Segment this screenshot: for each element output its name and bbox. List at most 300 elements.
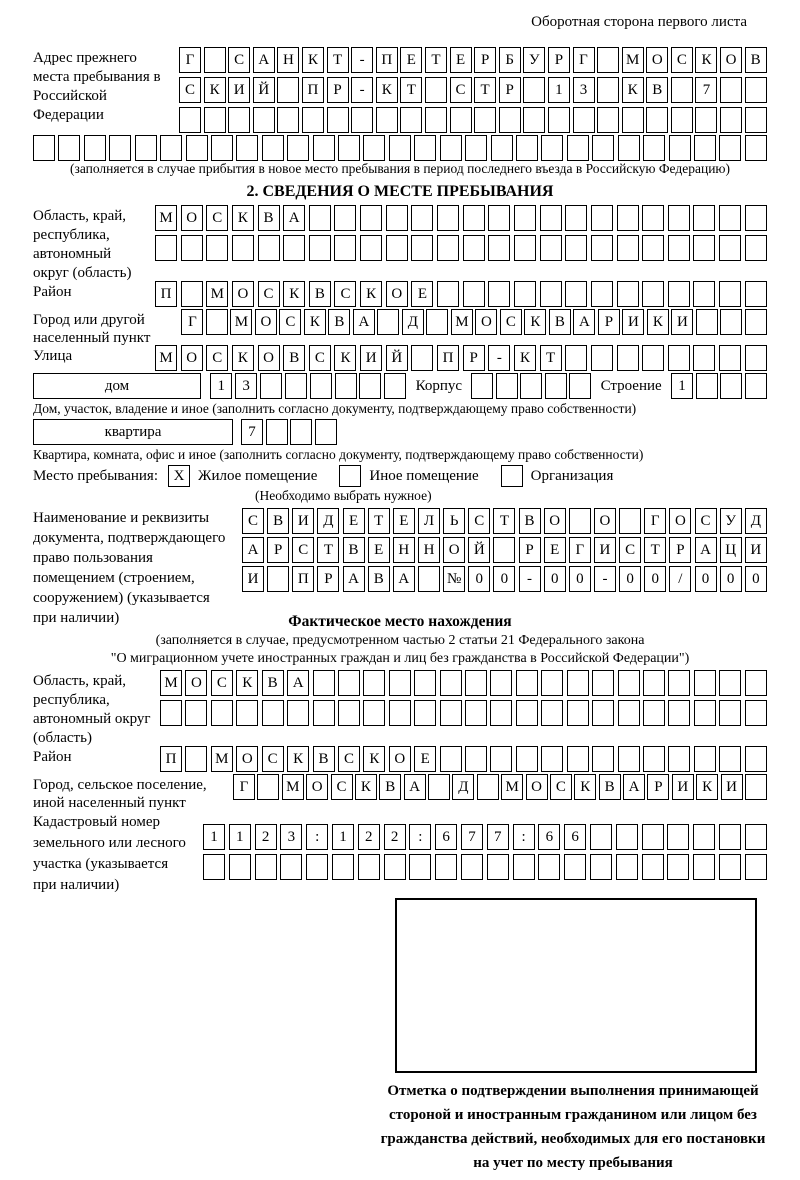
char-cell[interactable]: А bbox=[393, 566, 415, 592]
char-cell[interactable]: Е bbox=[411, 281, 433, 307]
char-cell[interactable]: Р bbox=[327, 77, 349, 103]
char-cell[interactable]: В bbox=[267, 508, 289, 534]
char-cell[interactable] bbox=[567, 670, 589, 696]
char-cell[interactable]: 6 bbox=[538, 824, 560, 850]
char-cell[interactable]: - bbox=[351, 47, 373, 73]
char-cell[interactable] bbox=[668, 746, 690, 772]
char-cell[interactable]: О bbox=[386, 281, 408, 307]
char-cell[interactable]: 0 bbox=[720, 566, 742, 592]
char-cell[interactable] bbox=[523, 107, 545, 133]
char-cell[interactable]: К bbox=[514, 345, 536, 371]
char-cell[interactable] bbox=[540, 235, 562, 261]
char-cell[interactable] bbox=[745, 670, 767, 696]
char-cell[interactable]: К bbox=[236, 670, 258, 696]
char-cell[interactable] bbox=[745, 746, 767, 772]
char-cell[interactable] bbox=[541, 746, 563, 772]
char-cell[interactable]: Б bbox=[499, 47, 521, 73]
char-cell[interactable] bbox=[541, 135, 563, 161]
char-cell[interactable] bbox=[389, 135, 411, 161]
char-cell[interactable]: О bbox=[255, 309, 277, 335]
char-cell[interactable] bbox=[435, 854, 457, 880]
char-cell[interactable] bbox=[643, 700, 665, 726]
char-cell[interactable]: Й bbox=[468, 537, 490, 563]
char-cell[interactable] bbox=[280, 854, 302, 880]
char-cell[interactable]: Д bbox=[317, 508, 339, 534]
char-cell[interactable]: 6 bbox=[435, 824, 457, 850]
char-cell[interactable] bbox=[564, 854, 586, 880]
char-cell[interactable] bbox=[745, 107, 767, 133]
char-cell[interactable]: Н bbox=[418, 537, 440, 563]
char-cell[interactable]: У bbox=[720, 508, 742, 534]
char-cell[interactable] bbox=[567, 746, 589, 772]
char-cell[interactable]: А bbox=[404, 774, 426, 800]
char-cell[interactable] bbox=[719, 670, 741, 696]
char-cell[interactable] bbox=[260, 373, 282, 399]
char-cell[interactable] bbox=[334, 235, 356, 261]
char-cell[interactable] bbox=[437, 235, 459, 261]
char-cell[interactable] bbox=[719, 700, 741, 726]
char-cell[interactable]: : bbox=[306, 824, 328, 850]
char-cell[interactable]: С bbox=[179, 77, 201, 103]
char-cell[interactable] bbox=[694, 746, 716, 772]
char-cell[interactable] bbox=[590, 854, 612, 880]
char-cell[interactable] bbox=[719, 345, 741, 371]
char-cell[interactable] bbox=[745, 309, 767, 335]
char-cell[interactable] bbox=[411, 235, 433, 261]
char-cell[interactable]: О bbox=[544, 508, 566, 534]
char-cell[interactable] bbox=[338, 670, 360, 696]
char-cell[interactable]: К bbox=[302, 47, 324, 73]
char-cell[interactable] bbox=[287, 700, 309, 726]
char-cell[interactable]: П bbox=[437, 345, 459, 371]
char-cell[interactable] bbox=[203, 854, 225, 880]
char-cell[interactable]: К bbox=[283, 281, 305, 307]
char-cell[interactable]: О bbox=[181, 345, 203, 371]
char-cell[interactable]: О bbox=[526, 774, 548, 800]
char-cell[interactable]: С bbox=[500, 309, 522, 335]
char-cell[interactable] bbox=[332, 854, 354, 880]
char-cell[interactable]: А bbox=[623, 774, 645, 800]
char-cell[interactable]: С bbox=[695, 508, 717, 534]
char-cell[interactable] bbox=[745, 281, 767, 307]
char-cell[interactable] bbox=[185, 746, 207, 772]
char-cell[interactable]: И bbox=[671, 309, 693, 335]
char-cell[interactable] bbox=[745, 774, 767, 800]
char-cell[interactable] bbox=[255, 854, 277, 880]
char-cell[interactable] bbox=[591, 281, 613, 307]
char-cell[interactable] bbox=[496, 373, 518, 399]
char-cell[interactable]: 7 bbox=[461, 824, 483, 850]
char-cell[interactable] bbox=[488, 235, 510, 261]
char-cell[interactable] bbox=[440, 135, 462, 161]
char-cell[interactable] bbox=[642, 235, 664, 261]
char-cell[interactable] bbox=[160, 700, 182, 726]
char-cell[interactable] bbox=[310, 373, 332, 399]
char-cell[interactable]: К bbox=[622, 77, 644, 103]
char-cell[interactable] bbox=[693, 854, 715, 880]
char-cell[interactable] bbox=[160, 135, 182, 161]
char-cell[interactable] bbox=[540, 205, 562, 231]
char-cell[interactable] bbox=[258, 235, 280, 261]
char-cell[interactable] bbox=[516, 135, 538, 161]
char-cell[interactable] bbox=[592, 700, 614, 726]
char-cell[interactable]: И bbox=[292, 508, 314, 534]
char-cell[interactable]: А bbox=[287, 670, 309, 696]
char-cell[interactable]: И bbox=[228, 77, 250, 103]
char-cell[interactable] bbox=[211, 135, 233, 161]
char-cell[interactable]: С bbox=[334, 281, 356, 307]
char-cell[interactable]: И bbox=[745, 537, 767, 563]
char-cell[interactable] bbox=[309, 205, 331, 231]
char-cell[interactable] bbox=[109, 135, 131, 161]
char-cell[interactable] bbox=[181, 281, 203, 307]
char-cell[interactable] bbox=[334, 205, 356, 231]
char-cell[interactable]: М bbox=[622, 47, 644, 73]
char-cell[interactable] bbox=[267, 566, 289, 592]
char-cell[interactable]: / bbox=[669, 566, 691, 592]
char-cell[interactable]: 0 bbox=[644, 566, 666, 592]
char-cell[interactable] bbox=[719, 235, 741, 261]
char-cell[interactable] bbox=[569, 508, 591, 534]
char-cell[interactable] bbox=[618, 700, 640, 726]
char-cell[interactable]: И bbox=[622, 309, 644, 335]
char-cell[interactable] bbox=[643, 670, 665, 696]
char-cell[interactable]: 3 bbox=[280, 824, 302, 850]
char-cell[interactable]: Е bbox=[400, 47, 422, 73]
char-cell[interactable]: В bbox=[368, 566, 390, 592]
char-cell[interactable]: П bbox=[155, 281, 177, 307]
char-cell[interactable] bbox=[745, 235, 767, 261]
char-cell[interactable] bbox=[514, 205, 536, 231]
char-cell[interactable] bbox=[463, 205, 485, 231]
char-cell[interactable]: С bbox=[206, 205, 228, 231]
char-cell[interactable] bbox=[618, 746, 640, 772]
char-cell[interactable]: С bbox=[671, 47, 693, 73]
char-cell[interactable] bbox=[376, 107, 398, 133]
char-cell[interactable] bbox=[232, 235, 254, 261]
char-cell[interactable] bbox=[386, 235, 408, 261]
char-cell[interactable] bbox=[720, 107, 742, 133]
char-cell[interactable] bbox=[437, 281, 459, 307]
char-cell[interactable] bbox=[277, 107, 299, 133]
char-cell[interactable] bbox=[719, 281, 741, 307]
char-cell[interactable] bbox=[745, 345, 767, 371]
char-cell[interactable]: Е bbox=[343, 508, 365, 534]
char-cell[interactable]: С bbox=[550, 774, 572, 800]
char-cell[interactable] bbox=[206, 235, 228, 261]
char-cell[interactable] bbox=[745, 700, 767, 726]
char-cell[interactable]: В bbox=[745, 47, 767, 73]
char-cell[interactable] bbox=[450, 107, 472, 133]
char-cell[interactable]: О bbox=[443, 537, 465, 563]
char-cell[interactable] bbox=[285, 373, 307, 399]
char-cell[interactable]: С bbox=[338, 746, 360, 772]
char-cell[interactable] bbox=[745, 135, 767, 161]
char-cell[interactable]: А bbox=[343, 566, 365, 592]
char-cell[interactable] bbox=[720, 309, 742, 335]
char-cell[interactable]: В bbox=[519, 508, 541, 534]
char-cell[interactable]: 0 bbox=[493, 566, 515, 592]
char-cell[interactable]: С bbox=[258, 281, 280, 307]
char-cell[interactable]: 7 bbox=[695, 77, 717, 103]
char-cell[interactable] bbox=[513, 854, 535, 880]
char-cell[interactable]: 2 bbox=[255, 824, 277, 850]
char-cell[interactable]: И bbox=[672, 774, 694, 800]
char-cell[interactable] bbox=[696, 309, 718, 335]
char-cell[interactable] bbox=[719, 746, 741, 772]
char-cell[interactable]: П bbox=[292, 566, 314, 592]
char-cell[interactable]: О bbox=[258, 345, 280, 371]
char-cell[interactable]: Г bbox=[179, 47, 201, 73]
char-cell[interactable] bbox=[745, 824, 767, 850]
char-cell[interactable] bbox=[313, 700, 335, 726]
char-cell[interactable]: Р bbox=[519, 537, 541, 563]
char-cell[interactable] bbox=[253, 107, 275, 133]
char-cell[interactable] bbox=[667, 824, 689, 850]
char-cell[interactable] bbox=[493, 537, 515, 563]
char-cell[interactable] bbox=[313, 135, 335, 161]
char-cell[interactable] bbox=[306, 854, 328, 880]
char-cell[interactable]: Г bbox=[233, 774, 255, 800]
char-cell[interactable]: Т bbox=[400, 77, 422, 103]
char-cell[interactable] bbox=[440, 700, 462, 726]
char-cell[interactable]: 1 bbox=[548, 77, 570, 103]
char-cell[interactable] bbox=[642, 205, 664, 231]
char-cell[interactable]: Г bbox=[573, 47, 595, 73]
char-cell[interactable]: Л bbox=[418, 508, 440, 534]
char-cell[interactable] bbox=[425, 107, 447, 133]
char-cell[interactable]: С bbox=[242, 508, 264, 534]
char-cell[interactable]: В bbox=[549, 309, 571, 335]
char-cell[interactable]: О bbox=[232, 281, 254, 307]
char-cell[interactable]: С bbox=[292, 537, 314, 563]
char-cell[interactable] bbox=[471, 373, 493, 399]
char-cell[interactable]: Е bbox=[544, 537, 566, 563]
char-cell[interactable]: В bbox=[343, 537, 365, 563]
char-cell[interactable]: М bbox=[451, 309, 473, 335]
char-cell[interactable] bbox=[315, 419, 337, 445]
char-cell[interactable]: П bbox=[302, 77, 324, 103]
char-cell[interactable]: 0 bbox=[544, 566, 566, 592]
char-cell[interactable] bbox=[591, 345, 613, 371]
char-cell[interactable] bbox=[465, 700, 487, 726]
char-cell[interactable] bbox=[302, 107, 324, 133]
char-cell[interactable]: В bbox=[646, 77, 668, 103]
char-cell[interactable]: И bbox=[594, 537, 616, 563]
char-cell[interactable] bbox=[573, 107, 595, 133]
char-cell[interactable] bbox=[516, 700, 538, 726]
char-cell[interactable]: К bbox=[334, 345, 356, 371]
char-cell[interactable]: М bbox=[160, 670, 182, 696]
char-cell[interactable]: 1 bbox=[229, 824, 251, 850]
char-cell[interactable] bbox=[668, 670, 690, 696]
char-cell[interactable]: : bbox=[409, 824, 431, 850]
char-cell[interactable]: И bbox=[721, 774, 743, 800]
char-cell[interactable] bbox=[186, 135, 208, 161]
char-cell[interactable]: Р bbox=[267, 537, 289, 563]
char-cell[interactable] bbox=[84, 135, 106, 161]
char-cell[interactable] bbox=[567, 135, 589, 161]
char-cell[interactable] bbox=[668, 700, 690, 726]
char-cell[interactable] bbox=[565, 281, 587, 307]
char-cell[interactable]: Т bbox=[425, 47, 447, 73]
char-cell[interactable]: Н bbox=[277, 47, 299, 73]
char-cell[interactable]: Р bbox=[474, 47, 496, 73]
char-cell[interactable]: С bbox=[331, 774, 353, 800]
char-cell[interactable] bbox=[411, 345, 433, 371]
char-cell[interactable]: М bbox=[155, 205, 177, 231]
char-cell[interactable]: О bbox=[236, 746, 258, 772]
char-cell[interactable]: 1 bbox=[332, 824, 354, 850]
char-cell[interactable] bbox=[643, 135, 665, 161]
char-cell[interactable]: О bbox=[185, 670, 207, 696]
char-cell[interactable]: Н bbox=[393, 537, 415, 563]
char-cell[interactable]: А bbox=[253, 47, 275, 73]
char-cell[interactable]: С bbox=[262, 746, 284, 772]
char-cell[interactable] bbox=[262, 135, 284, 161]
char-cell[interactable] bbox=[135, 135, 157, 161]
char-cell[interactable] bbox=[487, 854, 509, 880]
char-cell[interactable]: С bbox=[228, 47, 250, 73]
char-cell[interactable] bbox=[520, 373, 542, 399]
char-cell[interactable]: Е bbox=[368, 537, 390, 563]
char-cell[interactable] bbox=[290, 419, 312, 445]
char-cell[interactable] bbox=[477, 774, 499, 800]
char-cell[interactable] bbox=[669, 135, 691, 161]
char-cell[interactable]: С bbox=[309, 345, 331, 371]
char-cell[interactable] bbox=[720, 77, 742, 103]
char-cell[interactable] bbox=[211, 700, 233, 726]
char-cell[interactable]: М bbox=[155, 345, 177, 371]
char-cell[interactable] bbox=[591, 235, 613, 261]
char-cell[interactable]: 6 bbox=[564, 824, 586, 850]
char-cell[interactable]: М bbox=[206, 281, 228, 307]
char-cell[interactable]: М bbox=[211, 746, 233, 772]
char-cell[interactable] bbox=[695, 107, 717, 133]
char-cell[interactable]: Ь bbox=[443, 508, 465, 534]
char-cell[interactable] bbox=[618, 670, 640, 696]
char-cell[interactable] bbox=[58, 135, 80, 161]
char-cell[interactable] bbox=[179, 107, 201, 133]
char-cell[interactable] bbox=[668, 235, 690, 261]
char-cell[interactable] bbox=[363, 700, 385, 726]
char-cell[interactable] bbox=[538, 854, 560, 880]
char-cell[interactable]: Д bbox=[745, 508, 767, 534]
char-cell[interactable] bbox=[204, 107, 226, 133]
char-cell[interactable]: В bbox=[258, 205, 280, 231]
char-cell[interactable] bbox=[257, 774, 279, 800]
char-cell[interactable] bbox=[474, 107, 496, 133]
char-cell[interactable]: 1 bbox=[203, 824, 225, 850]
char-cell[interactable]: Г bbox=[569, 537, 591, 563]
char-cell[interactable] bbox=[465, 746, 487, 772]
char-cell[interactable]: Р bbox=[463, 345, 485, 371]
char-cell[interactable] bbox=[719, 854, 741, 880]
char-cell[interactable] bbox=[516, 670, 538, 696]
char-cell[interactable]: А bbox=[573, 309, 595, 335]
char-cell[interactable] bbox=[693, 205, 715, 231]
char-cell[interactable]: К bbox=[376, 77, 398, 103]
char-cell[interactable] bbox=[463, 281, 485, 307]
char-cell[interactable] bbox=[266, 419, 288, 445]
char-cell[interactable] bbox=[694, 135, 716, 161]
char-cell[interactable] bbox=[440, 670, 462, 696]
char-cell[interactable] bbox=[358, 854, 380, 880]
char-cell[interactable] bbox=[516, 746, 538, 772]
char-cell[interactable] bbox=[745, 205, 767, 231]
char-cell[interactable] bbox=[384, 373, 406, 399]
char-cell[interactable] bbox=[617, 345, 639, 371]
char-cell[interactable]: Р bbox=[598, 309, 620, 335]
char-cell[interactable] bbox=[411, 205, 433, 231]
char-cell[interactable] bbox=[642, 854, 664, 880]
char-cell[interactable]: У bbox=[523, 47, 545, 73]
char-cell[interactable] bbox=[360, 235, 382, 261]
char-cell[interactable] bbox=[541, 670, 563, 696]
char-cell[interactable]: М bbox=[230, 309, 252, 335]
char-cell[interactable]: О bbox=[594, 508, 616, 534]
char-cell[interactable]: К bbox=[524, 309, 546, 335]
char-cell[interactable]: М bbox=[282, 774, 304, 800]
char-cell[interactable] bbox=[745, 854, 767, 880]
char-cell[interactable] bbox=[377, 309, 399, 335]
char-cell[interactable] bbox=[313, 670, 335, 696]
char-cell[interactable]: К bbox=[360, 281, 382, 307]
char-cell[interactable]: С bbox=[468, 508, 490, 534]
char-cell[interactable]: П bbox=[160, 746, 182, 772]
char-cell[interactable]: 1 bbox=[671, 373, 693, 399]
char-cell[interactable]: Д bbox=[402, 309, 424, 335]
char-cell[interactable]: 1 bbox=[210, 373, 232, 399]
residential-checkbox[interactable]: X bbox=[168, 465, 190, 487]
char-cell[interactable]: 7 bbox=[487, 824, 509, 850]
char-cell[interactable]: 2 bbox=[384, 824, 406, 850]
char-cell[interactable] bbox=[671, 77, 693, 103]
char-cell[interactable] bbox=[667, 854, 689, 880]
char-cell[interactable]: Т bbox=[540, 345, 562, 371]
char-cell[interactable]: В bbox=[313, 746, 335, 772]
char-cell[interactable] bbox=[363, 135, 385, 161]
char-cell[interactable] bbox=[694, 700, 716, 726]
char-cell[interactable]: О bbox=[389, 746, 411, 772]
char-cell[interactable] bbox=[548, 107, 570, 133]
char-cell[interactable]: Т bbox=[368, 508, 390, 534]
char-cell[interactable]: 0 bbox=[619, 566, 641, 592]
char-cell[interactable]: К bbox=[363, 746, 385, 772]
char-cell[interactable] bbox=[693, 824, 715, 850]
char-cell[interactable] bbox=[668, 281, 690, 307]
char-cell[interactable]: В bbox=[379, 774, 401, 800]
char-cell[interactable] bbox=[327, 107, 349, 133]
char-cell[interactable]: С bbox=[279, 309, 301, 335]
char-cell[interactable] bbox=[617, 205, 639, 231]
char-cell[interactable] bbox=[642, 824, 664, 850]
char-cell[interactable] bbox=[693, 281, 715, 307]
char-cell[interactable] bbox=[616, 854, 638, 880]
char-cell[interactable] bbox=[389, 700, 411, 726]
char-cell[interactable] bbox=[597, 107, 619, 133]
char-cell[interactable] bbox=[363, 670, 385, 696]
char-cell[interactable] bbox=[696, 373, 718, 399]
char-cell[interactable] bbox=[619, 508, 641, 534]
char-cell[interactable]: Г bbox=[644, 508, 666, 534]
char-cell[interactable] bbox=[359, 373, 381, 399]
char-cell[interactable] bbox=[490, 700, 512, 726]
char-cell[interactable] bbox=[694, 670, 716, 696]
char-cell[interactable]: - bbox=[519, 566, 541, 592]
char-cell[interactable] bbox=[499, 107, 521, 133]
char-cell[interactable] bbox=[335, 373, 357, 399]
